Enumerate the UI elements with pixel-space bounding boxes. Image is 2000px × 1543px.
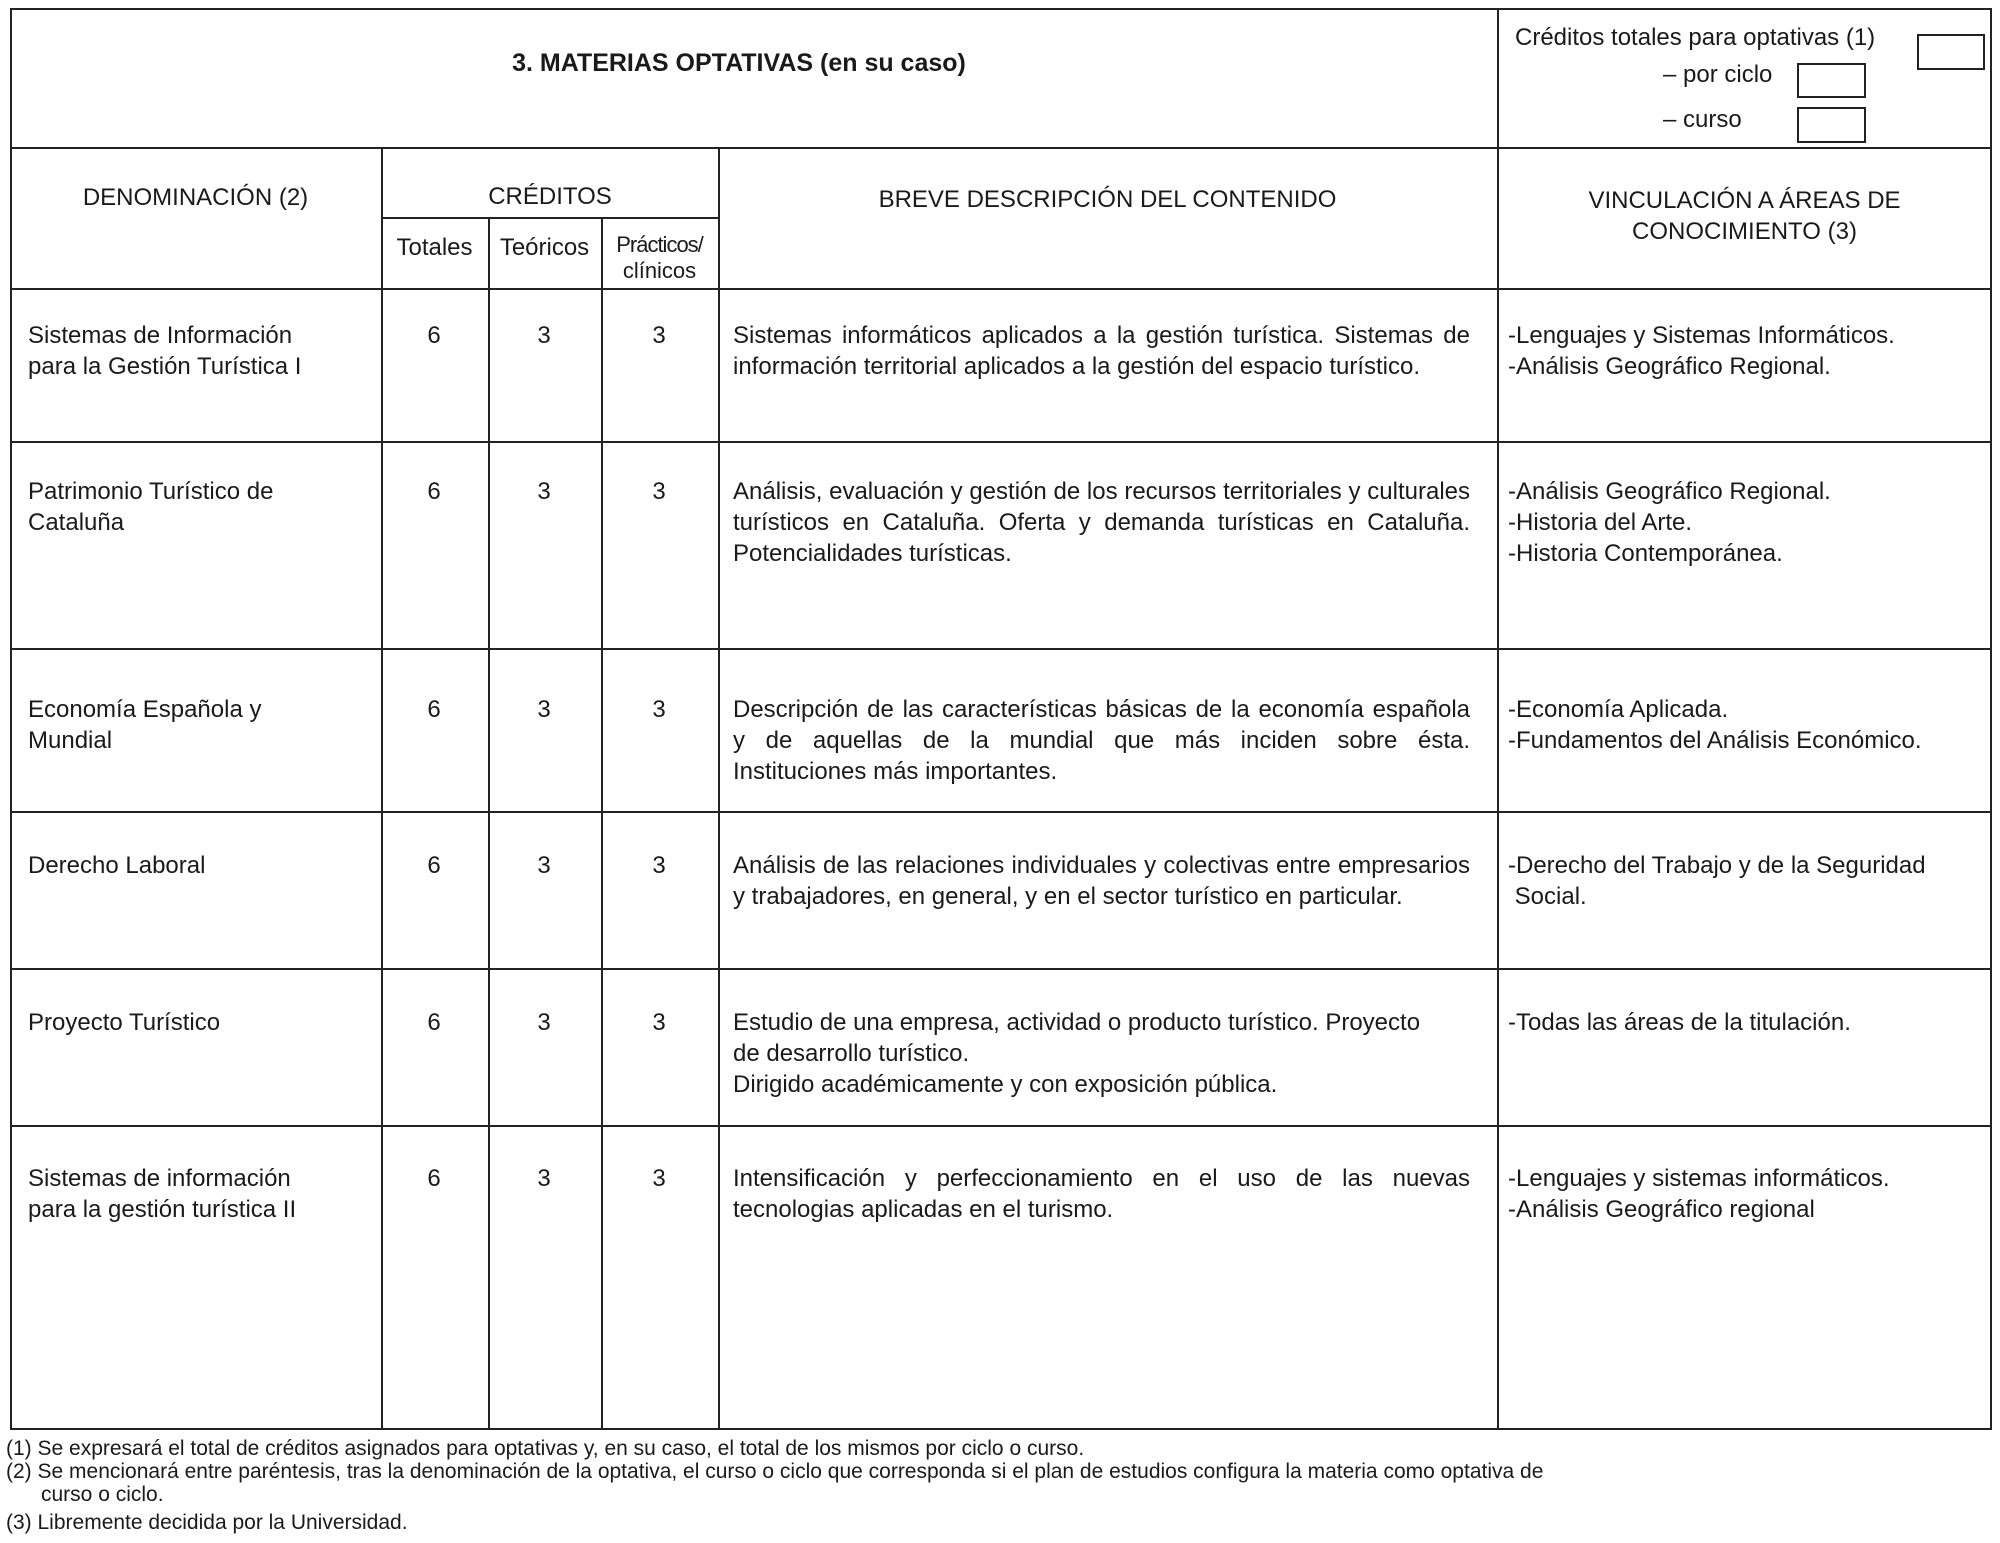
column-divider [488,217,490,1430]
row-4-teoricos: 3 [537,852,551,879]
row-6-description: Intensificación y perfeccionamiento en el uso de las nuevas tecnologias aplicadas en el turismo. [733,1165,1470,1223]
row-6-name-line1: Sistemas de información [28,1165,291,1192]
row-divider [10,811,1992,813]
per-cycle-label: – por ciclo [1663,61,1773,88]
header-divider [10,147,1992,149]
row-1-totales: 6 [427,322,441,349]
col-denominacion: DENOMINACIÓN (2) [82,184,309,211]
per-course-label: – curso [1663,106,1742,133]
row-2-area-1: -Análisis Geográfico Regional. [1508,478,1831,505]
row-4-totales: 6 [427,852,441,879]
row-6-area-2: -Análisis Geográfico regional [1508,1196,1815,1223]
row-3-practicos: 3 [652,696,666,723]
row-2-name-line1: Patrimonio Turístico de [28,478,274,505]
row-2-area-3: -Historia Contemporánea. [1508,540,1783,567]
column-divider [718,147,720,1430]
row-1-description: Sistemas informáticos aplicados a la gestión turística. Sistemas de información territorial aplicados a la gestión del espacio turístico. [733,322,1470,380]
row-3-name-line1: Economía Española y [28,696,262,723]
row-3-area-1: -Economía Aplicada. [1508,696,1729,723]
row-1-practicos: 3 [652,322,666,349]
row-4-area-1: -Derecho del Trabajo y de la Seguridad [1508,852,1926,879]
row-3-area-2: -Fundamentos del Análisis Económico. [1508,727,1922,754]
row-4-description: Análisis de las relaciones individuales y colectivas entre empresarios y trabajadores, en general, y en el sector turístico en particular. [733,852,1470,910]
row-5-name-line1: Proyecto Turístico [28,1009,221,1036]
row-3-teoricos: 3 [537,696,551,723]
footnote-2: (2) Se mencionará entre paréntesis, tras la denominación de la optativa, el curso o ciclo que corresponda si el plan de estudios configura la materia como optativa de [6,1460,1544,1483]
row-5-totales: 6 [427,1009,441,1036]
row-divider [10,648,1992,650]
column-divider [601,217,603,1430]
credits-total-label: Créditos totales para optativas (1) [1515,24,1876,51]
col-totales: Totales [396,234,473,261]
row-1-teoricos: 3 [537,322,551,349]
footnote-3: (3) Libremente decidida por la Universidad. [6,1511,408,1534]
col-creditos: CRÉDITOS [488,183,612,210]
row-6-totales: 6 [427,1165,441,1192]
footnote-1: (1) Se expresará el total de créditos asignados para optativas y, en su caso, el total de los mismos por ciclo o curso. [6,1437,1085,1460]
row-5-practicos: 3 [652,1009,666,1036]
row-4-area-2: Social. [1508,883,1587,910]
col-vinculacion-line2: CONOCIMIENTO (3) [1632,218,1857,245]
row-2-totales: 6 [427,478,441,505]
row-3-totales: 6 [427,696,441,723]
row-1-name-line2: para la Gestión Turística I [28,353,302,380]
col-practicos-line1: Prácticos/ [616,232,703,257]
column-header-divider [10,288,1992,290]
col-vinculacion-line1: VINCULACIÓN A ÁREAS DE [1588,187,1901,214]
row-1-area-2: -Análisis Geográfico Regional. [1508,353,1831,380]
per-course-box[interactable] [1797,107,1866,143]
row-1-area-1: -Lenguajes y Sistemas Informáticos. [1508,322,1895,349]
page-title: 3. MATERIAS OPTATIVAS (en su caso) [512,49,966,77]
row-5-description-line1: Estudio de una empresa, actividad o producto turístico. Proyecto [733,1009,1421,1036]
row-2-teoricos: 3 [537,478,551,505]
row-divider [10,968,1992,970]
row-5-teoricos: 3 [537,1009,551,1036]
col-practicos-line2: clínicos [622,258,697,283]
row-5-description-line2: de desarrollo turístico. [733,1040,970,1067]
row-3-name-line2: Mundial [28,727,113,754]
row-6-name-line2: para la gestión turística II [28,1196,297,1223]
column-divider [381,147,383,1430]
row-6-area-1: -Lenguajes y sistemas informáticos. [1508,1165,1890,1192]
per-cycle-box[interactable] [1797,63,1866,98]
row-2-description: Análisis, evaluación y gestión de los recursos territoriales y culturales turísticos en Cataluña. Oferta y demanda turísticas en Cataluña. Potencialidades turísticas. [733,478,1470,567]
row-6-teoricos: 3 [537,1165,551,1192]
row-4-practicos: 3 [652,852,666,879]
row-2-practicos: 3 [652,478,666,505]
footnote-2-continued: curso o ciclo. [6,1483,164,1506]
row-5-area-1: -Todas las áreas de la titulación. [1508,1009,1851,1036]
col-descripcion: BREVE DESCRIPCIÓN DEL CONTENIDO [878,186,1337,213]
row-2-name-line2: Cataluña [28,509,125,536]
row-1-name-line1: Sistemas de Información [28,322,293,349]
col-teoricos: Teóricos [499,234,590,261]
row-divider [10,441,1992,443]
creditos-divider [381,217,719,219]
row-2-area-2: -Historia del Arte. [1508,509,1693,536]
row-divider [10,1125,1992,1127]
credits-total-box[interactable] [1917,34,1985,70]
row-4-name-line1: Derecho Laboral [28,852,206,879]
row-6-practicos: 3 [652,1165,666,1192]
row-3-description: Descripción de las características básicas de la economía española y de aquellas de la mundial que más inciden sobre ésta. Instituciones más importantes. [733,696,1470,785]
row-5-description-line3: Dirigido académicamente y con exposición pública. [733,1071,1278,1098]
